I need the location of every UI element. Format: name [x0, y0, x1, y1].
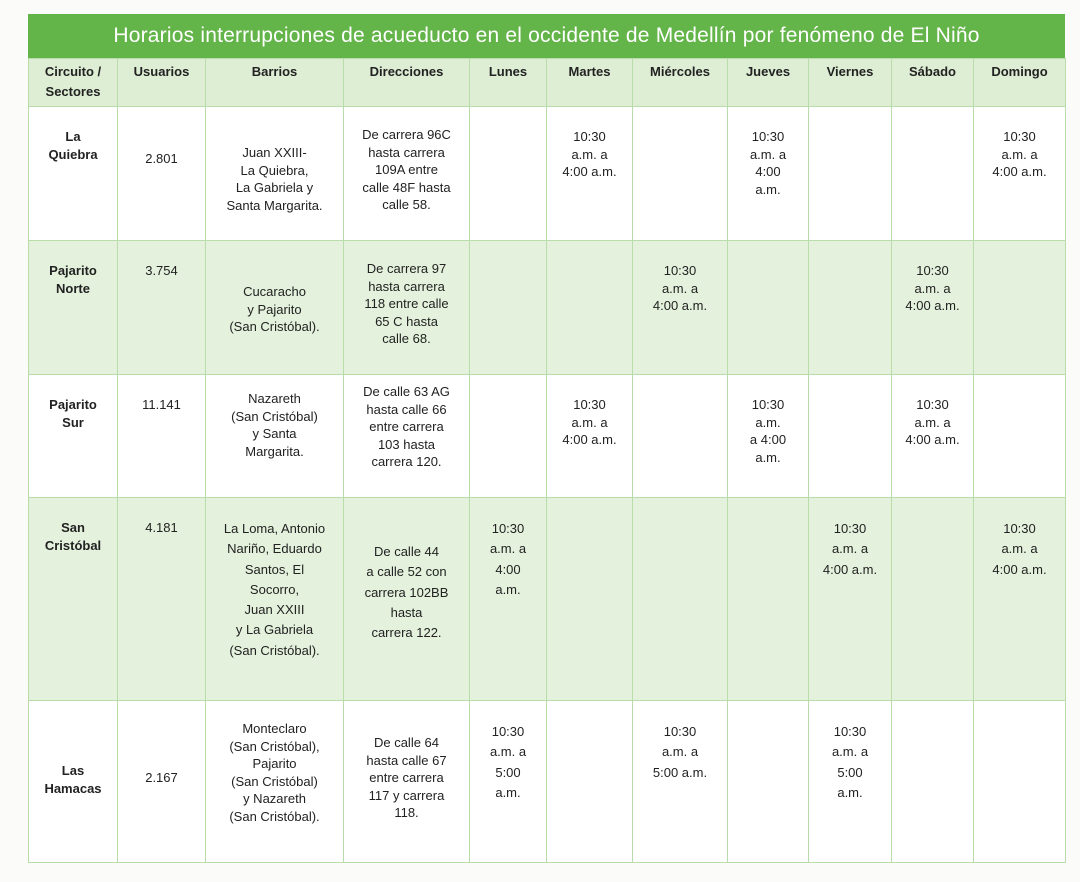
- sector-cell: La Quiebra: [29, 107, 118, 241]
- miercoles-cell: 10:30 a.m. a 4:00 a.m.: [633, 241, 728, 375]
- viernes-cell: [809, 107, 892, 241]
- table-row: [29, 701, 1066, 863]
- martes-cell: 10:30 a.m. a 4:00 a.m.: [547, 107, 633, 241]
- header-circuito: Circuito / Sectores: [29, 59, 118, 107]
- sabado-cell: [892, 107, 974, 241]
- header-jueves: Jueves: [728, 59, 809, 107]
- table-title: Horarios interrupciones de acueducto en el occidente de Medellín por fenómeno de El Niño: [28, 14, 1065, 58]
- header-barrios: Barrios: [206, 59, 344, 107]
- table-row: [29, 498, 1066, 701]
- table-row: [29, 107, 1066, 241]
- sabado-cell: [892, 498, 974, 701]
- barrios-cell: La Loma, Antonio Nariño, Eduardo Santos, El Socorro, Juan XXIII y La Gabriela (San Cristóbal).: [206, 498, 344, 701]
- lunes-cell: 10:30 a.m. a 4:00 a.m.: [470, 498, 547, 701]
- barrios-cell: Monteclaro (San Cristóbal), Pajarito (San Cristóbal) y Nazareth (San Cristóbal).: [206, 701, 344, 863]
- header-usuarios: Usuarios: [118, 59, 206, 107]
- barrios-cell: Nazareth (San Cristóbal) y Santa Margarita.: [206, 375, 344, 498]
- lunes-cell: [470, 107, 547, 241]
- barrios-cell: Juan XXIII- La Quiebra, La Gabriela y Santa Margarita.: [206, 107, 344, 241]
- martes-cell: [547, 701, 633, 863]
- domingo-cell: [974, 701, 1066, 863]
- domingo-cell: 10:30 a.m. a 4:00 a.m.: [974, 498, 1066, 701]
- sabado-cell: 10:30 a.m. a 4:00 a.m.: [892, 241, 974, 375]
- header-direcciones: Direcciones: [344, 59, 470, 107]
- direcciones-cell: De calle 64 hasta calle 67 entre carrera 117 y carrera 118.: [344, 701, 470, 863]
- usuarios-cell: 4.181: [118, 498, 206, 701]
- jueves-cell: 10:30 a.m. a 4:00 a.m.: [728, 107, 809, 241]
- header-lunes: Lunes: [470, 59, 547, 107]
- direcciones-cell: De carrera 97 hasta carrera 118 entre calle 65 C hasta calle 68.: [344, 241, 470, 375]
- schedule-table: [28, 58, 1066, 863]
- usuarios-cell: 3.754: [118, 241, 206, 375]
- sabado-cell: [892, 701, 974, 863]
- lunes-cell: [470, 241, 547, 375]
- sector-cell: Las Hamacas: [29, 701, 118, 863]
- martes-cell: [547, 498, 633, 701]
- lunes-cell: 10:30 a.m. a 5:00 a.m.: [470, 701, 547, 863]
- miercoles-cell: [633, 375, 728, 498]
- header-miercoles: Miércoles: [633, 59, 728, 107]
- table-row: [29, 241, 1066, 375]
- martes-cell: [547, 241, 633, 375]
- viernes-cell: 10:30 a.m. a 5:00 a.m.: [809, 701, 892, 863]
- schedule-table-container: [28, 14, 1065, 866]
- miercoles-cell: [633, 107, 728, 241]
- usuarios-cell: 2.167: [118, 701, 206, 863]
- viernes-cell: 10:30 a.m. a 4:00 a.m.: [809, 498, 892, 701]
- sector-cell: San Cristóbal: [29, 498, 118, 701]
- jueves-cell: [728, 701, 809, 863]
- usuarios-cell: 11.141: [118, 375, 206, 498]
- sector-cell: Pajarito Norte: [29, 241, 118, 375]
- barrios-cell: Cucaracho y Pajarito (San Cristóbal).: [206, 241, 344, 375]
- direcciones-cell: De calle 44 a calle 52 con carrera 102BB hasta carrera 122.: [344, 498, 470, 701]
- header-martes: Martes: [547, 59, 633, 107]
- martes-cell: 10:30 a.m. a 4:00 a.m.: [547, 375, 633, 498]
- header-domingo: Domingo: [974, 59, 1066, 107]
- sabado-cell: 10:30 a.m. a 4:00 a.m.: [892, 375, 974, 498]
- sector-cell: Pajarito Sur: [29, 375, 118, 498]
- direcciones-cell: De carrera 96C hasta carrera 109A entre calle 48F hasta calle 58.: [344, 107, 470, 241]
- table-row: [29, 375, 1066, 498]
- viernes-cell: [809, 241, 892, 375]
- domingo-cell: [974, 241, 1066, 375]
- domingo-cell: [974, 375, 1066, 498]
- lunes-cell: [470, 375, 547, 498]
- header-sabado: Sábado: [892, 59, 974, 107]
- miercoles-cell: [633, 498, 728, 701]
- usuarios-cell: 2.801: [118, 107, 206, 241]
- jueves-cell: [728, 498, 809, 701]
- direcciones-cell: De calle 63 AG hasta calle 66 entre carrera 103 hasta carrera 120.: [344, 375, 470, 498]
- header-row: [29, 59, 1066, 107]
- header-viernes: Viernes: [809, 59, 892, 107]
- jueves-cell: 10:30 a.m. a 4:00 a.m.: [728, 375, 809, 498]
- domingo-cell: 10:30 a.m. a 4:00 a.m.: [974, 107, 1066, 241]
- miercoles-cell: 10:30 a.m. a 5:00 a.m.: [633, 701, 728, 863]
- viernes-cell: [809, 375, 892, 498]
- jueves-cell: [728, 241, 809, 375]
